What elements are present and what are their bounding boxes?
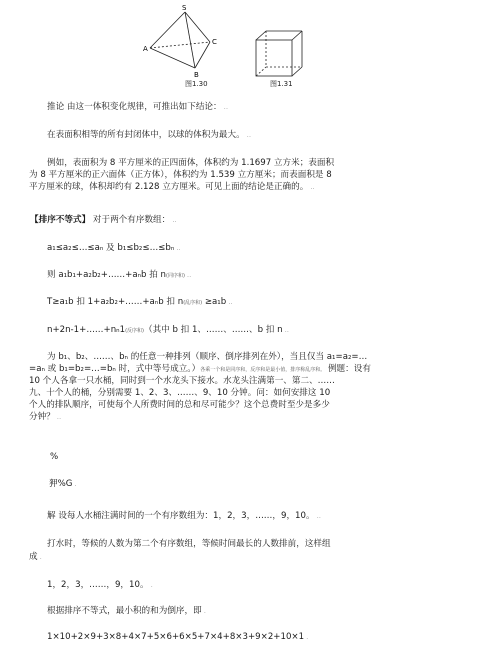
text-line: 例如，表面积为 8 平方厘米的正四面体，体积约为 1.1697 立方米；表面积 <box>47 158 335 168</box>
text-line: 1×10+2×9+3×8+4×7+5×6+6×5+7×4+8×3+9×2+10×1 . <box>47 632 309 642</box>
text-line: 分钟？ .. <box>29 412 62 422</box>
text-line: 则 a₁b₁+a₂b₂+……+aₙb 拍 n(同序和) .. <box>47 270 192 280</box>
text-line: 10 个人各拿一只水桶，同时到一个水龙头下接水。水龙头注满第一、第二、…… <box>29 376 335 386</box>
caption-fig-1-31: 图1.31 <box>270 80 293 88</box>
text-line: 成 . <box>29 552 42 562</box>
label-a: A <box>143 45 148 53</box>
text-line: % <box>50 452 59 462</box>
caption-fig-1-30: 图1.30 <box>185 80 208 88</box>
text-line: a₁≤a₂≤…≤aₙ 及 b₁≤b₂≤…≤bₙ .. <box>47 243 181 253</box>
text-line: 狎%G . <box>49 479 77 489</box>
text-line: 九、十个人的桶，分别需要 1、2、3、……、9、10 分钟。问：如何安排这 10 <box>29 388 331 398</box>
text-line: T≥a₁b 扣 1+a₂b₂+……+aₙb 扣 n(乱序和) ≥a₁b .. <box>47 297 233 307</box>
text-line: 平方厘米的球，体积却约有 2.128 立方厘米。可见上面的结论是正确的。 .. <box>29 182 315 192</box>
text-line: 个人的排队顺序，可使每个人所费时间的总和尽可能少？这个总费时至少是多少 <box>29 400 330 410</box>
text-line: 【排序不等式】 对于两个有序数组： .. <box>30 215 177 225</box>
cube-figure <box>253 28 305 80</box>
text-line: 根据排序不等式，最小积的和为倒序，即 . <box>47 606 206 616</box>
text-line: 1，2，3，……，9，10。 . <box>47 580 153 590</box>
label-s: S <box>182 4 187 12</box>
text-line: 为 8 平方厘米的正六面体（正方体），体积约为 1.539 立方厘米；而表面积是 8 <box>29 170 332 180</box>
label-c: C <box>212 38 217 46</box>
text-line: 推论 由这一体积变化规律，可推出如下结论： .. <box>47 102 229 112</box>
label-b: B <box>194 71 199 79</box>
text-line: n+2n-1+……+nₙ1(反序和)（其中 b 扣 1、……、……、b 扣 n .. <box>47 325 290 335</box>
text-line: 为 b₁、b₂、……、bₙ 的任意一种排列（顺序、倒序排列在外），当且仅当 a₁=a₂=… <box>47 352 368 362</box>
text-line: 在表面积相等的所有封闭体中，以球的体积为最大。 .. <box>47 130 252 140</box>
text-line: 解 设每人水桶注满时间的一个有序数组为：1，2，3，……，9，10。 .. <box>47 511 322 521</box>
tetrahedron-figure <box>140 2 230 82</box>
text-line: =aₙ 或 b₁=b₂=…=bₙ 时，式中等号成立。）各乘一个和是同序和，反序和是最小值，排序称乱序和。 例题：设有 <box>29 364 371 374</box>
text-line: 打水时，等候的人数为第二个有序数组，等候时间最长的人数排前，这样组 <box>47 539 331 549</box>
